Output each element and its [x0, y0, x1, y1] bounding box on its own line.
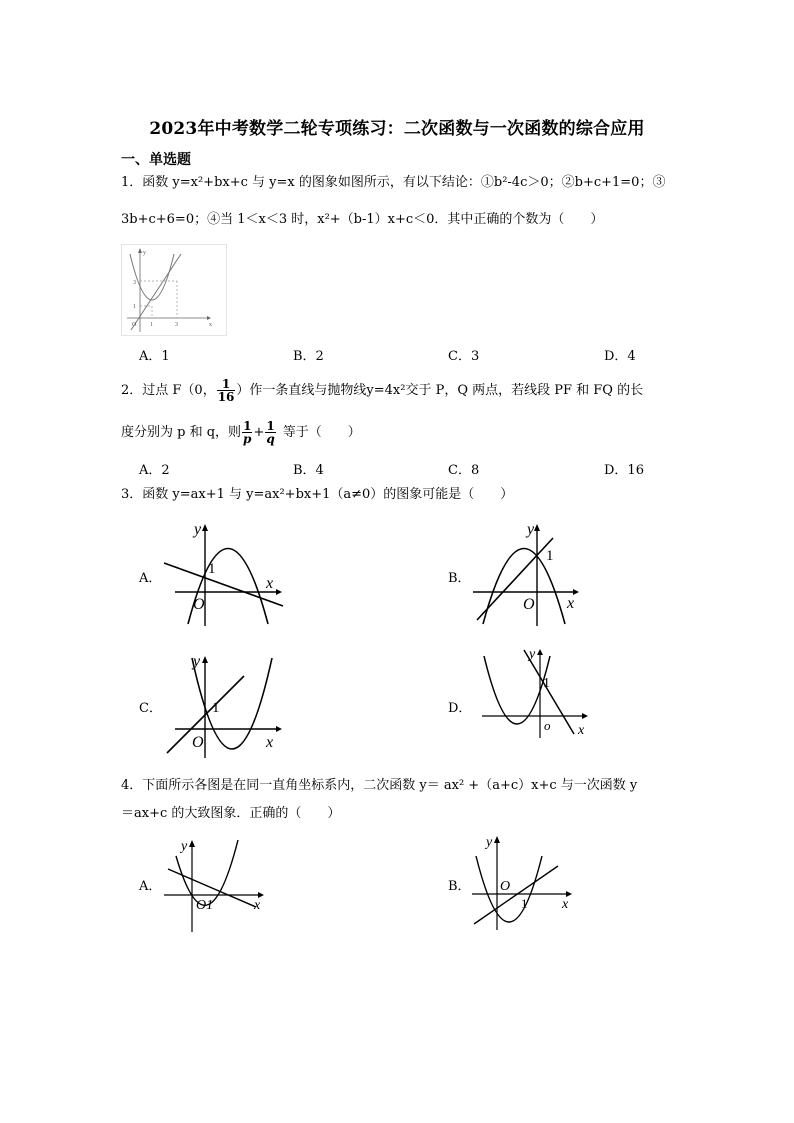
- q1-text-line2: 3b+c+6=0；④当 1＜x＜3 时，x²+（b-1）x+c＜0．其中正确的个数为（ ）: [121, 212, 604, 227]
- q2-text-pre: 2．过点 F（0，: [121, 383, 216, 398]
- q3b-line: [477, 538, 553, 620]
- q3c-intercept-label: 1: [212, 700, 220, 716]
- q4-label-a: A．: [139, 879, 162, 894]
- q4b-tick-1: 1: [521, 896, 528, 911]
- q4-graph-b: [466, 830, 578, 934]
- q2-line2-end: 等于（ ）: [282, 425, 361, 440]
- q3b-intercept-label: 1: [546, 548, 554, 564]
- q3-label-d: D．: [448, 701, 472, 716]
- q3c-origin-label: O: [192, 734, 204, 751]
- page-title: 2023年中考数学二轮专项练习：二次函数与一次函数的综合应用: [149, 119, 645, 139]
- q1-tick-y3: 3: [133, 280, 136, 286]
- q3c-x-label: x: [266, 734, 274, 751]
- q3d-intercept-label: 1: [543, 676, 550, 691]
- q2-text-line2: [121, 420, 361, 445]
- q3d-origin-label: o: [544, 718, 551, 733]
- q2-f1-den: p: [243, 432, 252, 446]
- q3-label-c: C．: [139, 701, 162, 716]
- q1-x-label: x: [209, 322, 212, 328]
- q3-graph-d: [474, 644, 594, 740]
- q2-frac-den: 16: [217, 390, 235, 404]
- q1-tick-y1: 1: [133, 304, 136, 310]
- q3-label-b: B．: [448, 571, 471, 586]
- q4b-origin-label: O: [500, 879, 511, 894]
- q3-graph-c: [160, 650, 290, 760]
- q2-option-d: D．16: [604, 463, 644, 478]
- q4b-y-label: y: [486, 835, 493, 850]
- section-heading: 一、单选题: [121, 152, 191, 168]
- q3b-x-label: x: [567, 595, 575, 612]
- q1-y-label: y: [143, 250, 146, 256]
- q4a-y-label: y: [181, 839, 188, 854]
- q2-frac-num: 1: [217, 378, 236, 391]
- q2-option-b: B．4: [293, 463, 324, 478]
- q2-text-line1: [121, 378, 643, 403]
- q3b-origin-label: O: [523, 596, 535, 613]
- q4b-line: [474, 866, 558, 924]
- q4-graph-a: [158, 836, 270, 934]
- q2-f2-den: q: [266, 432, 275, 446]
- q3c-y-label: y: [193, 653, 201, 670]
- q1-option-c: C．3: [448, 349, 480, 364]
- q2-fraction-1-p: [242, 420, 252, 445]
- q3-text: 3．函数 y=ax+1 与 y=ax²+bx+1（a≠0）的图象可能是（ ）: [121, 487, 514, 502]
- q2-fraction-1-16: [217, 378, 236, 403]
- q4a-x-label: x: [254, 898, 261, 913]
- q2-f1-num: 1: [243, 419, 252, 433]
- q2-f2-num: 1: [266, 419, 275, 433]
- q2-fraction-1-q: [265, 420, 275, 445]
- q3a-intercept-label: 1: [208, 561, 216, 577]
- q3a-x-label: x: [266, 575, 274, 592]
- q1-origin-label: O: [132, 322, 137, 328]
- q1-line-y-eq-x: [131, 254, 181, 330]
- q1-option-a: A．1: [139, 349, 170, 364]
- q4a-origin-label: O1: [196, 898, 214, 913]
- q1-option-d: D．4: [604, 349, 636, 364]
- q3c-parabola: [192, 658, 272, 749]
- q2-line2-start: 度分别为 p 和 q，则: [121, 425, 242, 440]
- q3b-y-label: y: [527, 521, 535, 538]
- q3a-y-label: y: [194, 521, 202, 538]
- q2-text-post: ）作一条直线与抛物线y=4x²交于 P，Q 两点，若线段 PF 和 FQ 的长: [236, 383, 644, 398]
- q3d-y-label: y: [529, 647, 536, 662]
- q1-tick-x1: 1: [150, 322, 153, 328]
- q3d-x-label: x: [578, 723, 585, 738]
- q1-tick-x3: 3: [175, 322, 178, 328]
- q4-text-line1: 4．下面所示各图是在同一直角坐标系内，二次函数 y＝ ax² +（a+c）x+c 与一次函数 y: [121, 778, 638, 793]
- q2-plus: +: [253, 425, 265, 440]
- q1-text-line1: 1．函数 y=x²+bx+c 与 y=x 的图象如图所示，有以下结论：①b²-4c＞0；②b+c+1=0；③: [121, 175, 666, 190]
- q2-option-c: C．8: [448, 463, 480, 478]
- q4-label-b: B．: [448, 879, 471, 894]
- q2-option-a: A．2: [139, 463, 170, 478]
- q4b-x-label: x: [562, 897, 569, 912]
- q1-parabola: [130, 254, 174, 300]
- q3-label-a: A．: [139, 571, 162, 586]
- q4-text-line2: ＝ax+c 的大致图象．正确的（ ）: [121, 806, 341, 821]
- q3-graph-b: [469, 516, 589, 628]
- q3a-origin-label: O: [193, 596, 205, 613]
- q1-option-b: B．2: [293, 349, 324, 364]
- q1-graph: [121, 244, 227, 336]
- q3-graph-a: [160, 516, 290, 628]
